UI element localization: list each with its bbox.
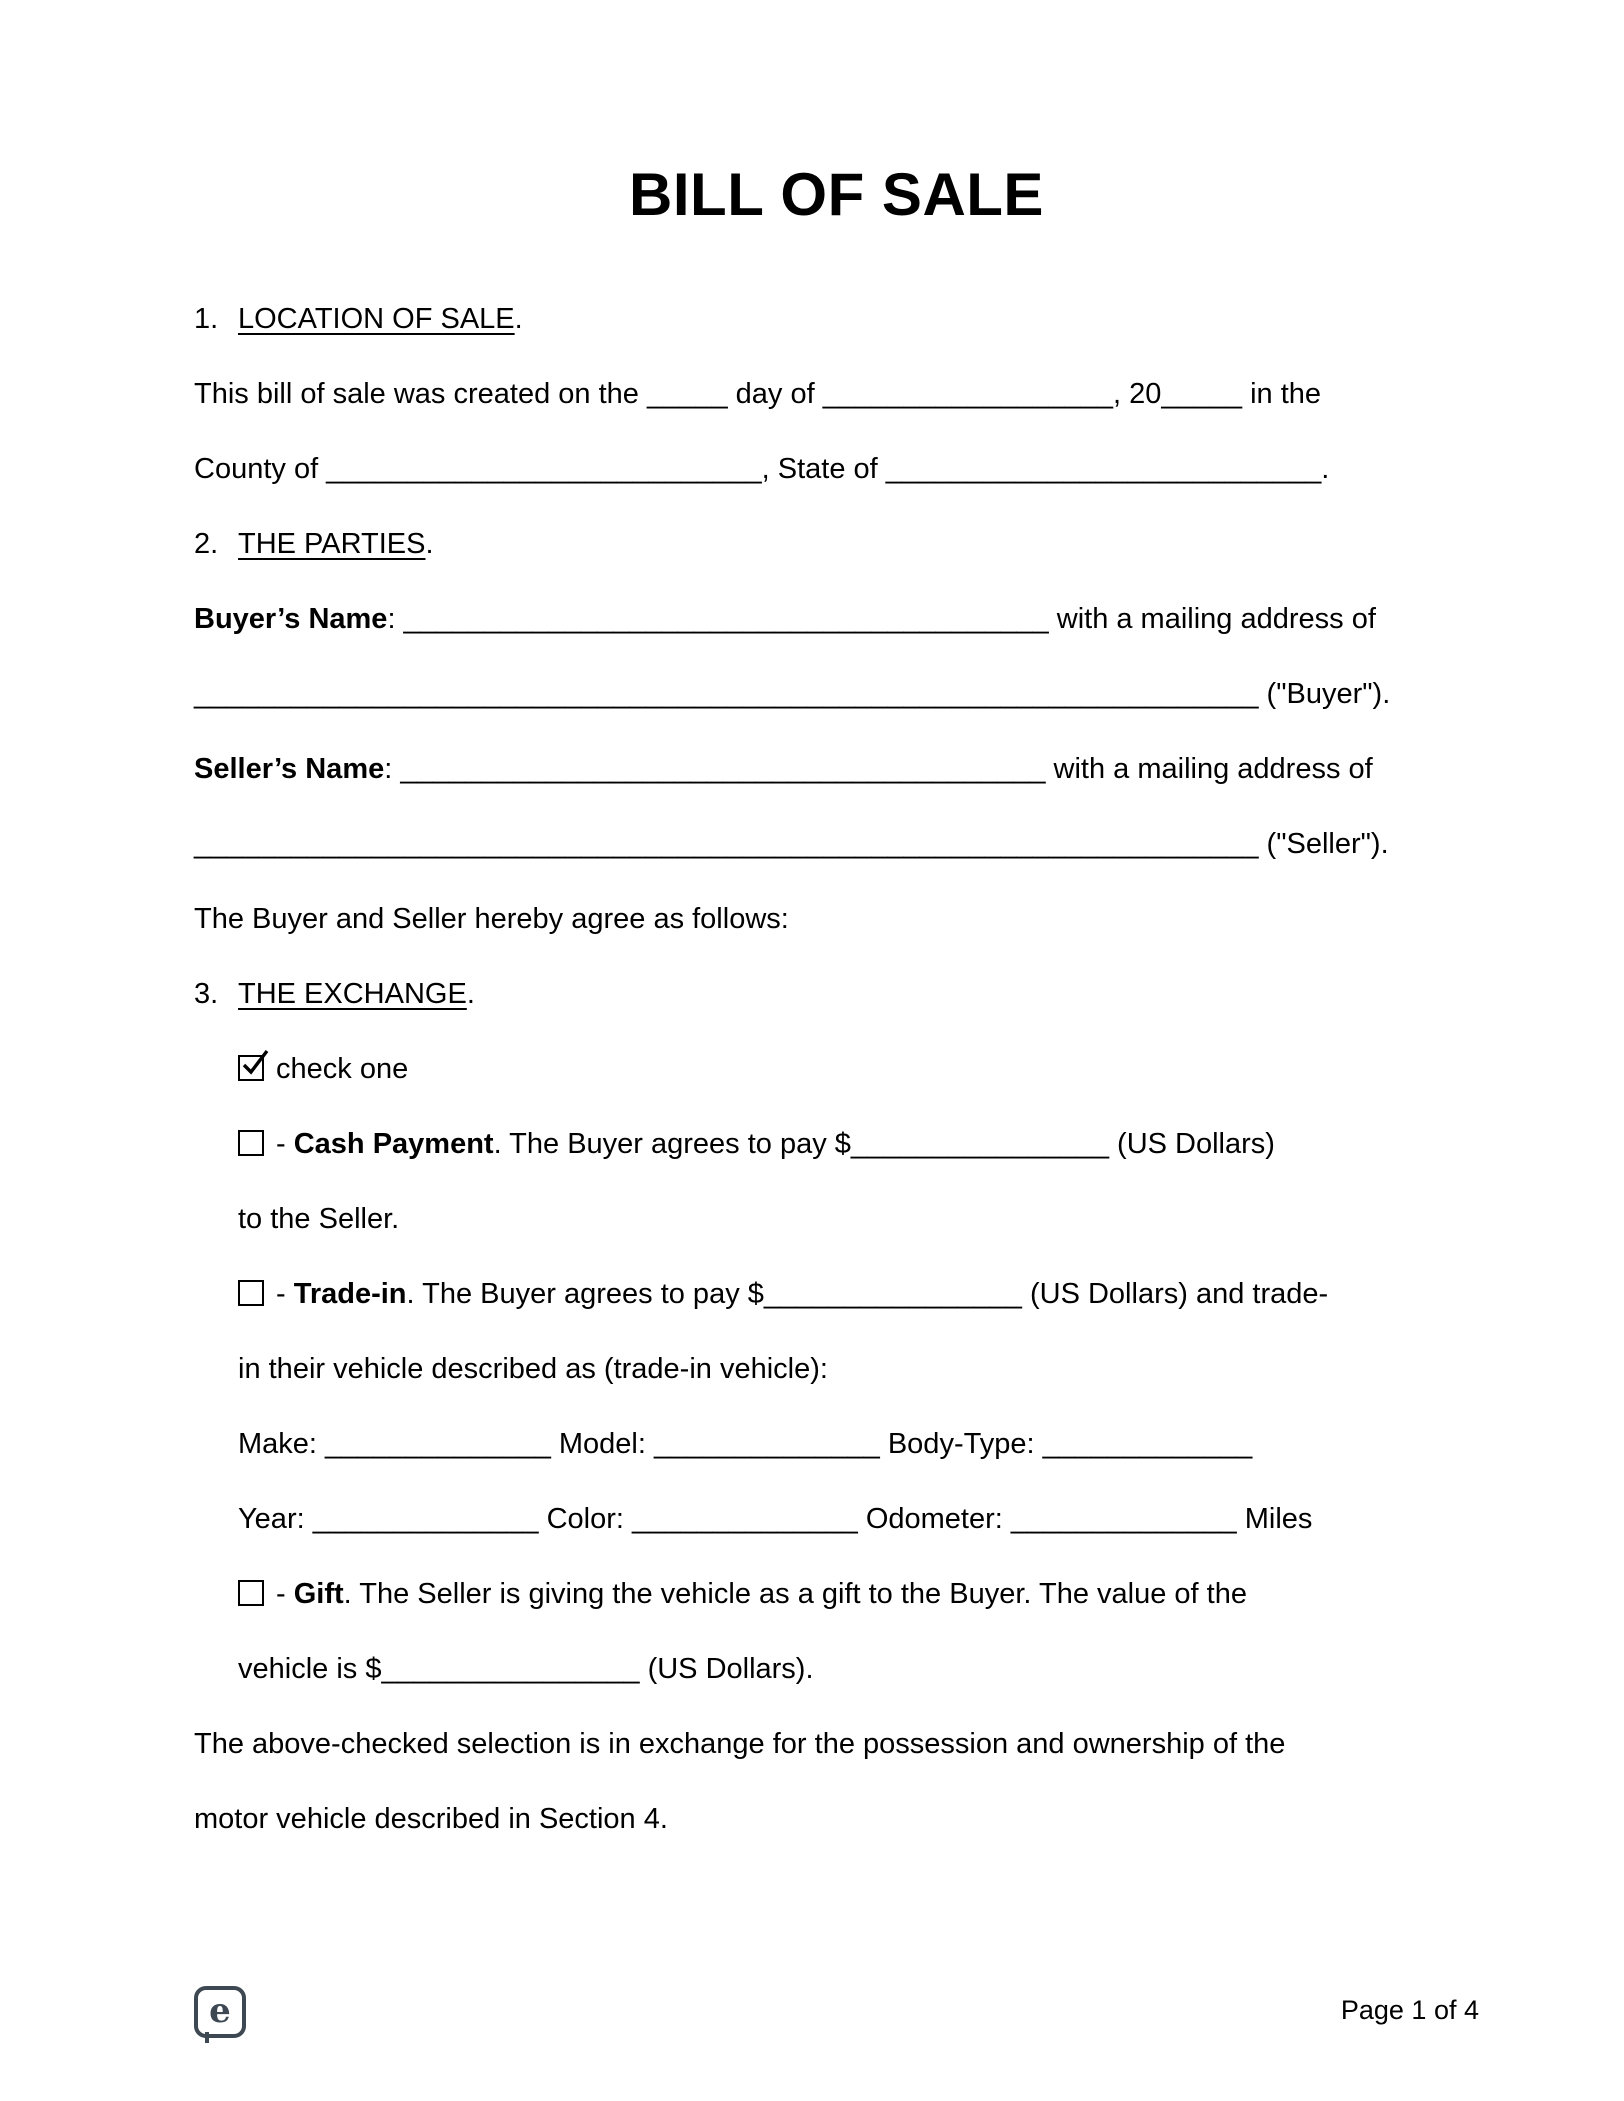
buyer-address-line: __________________________________________________________________ ("Buyer"). [194, 678, 1391, 710]
trade-in-vehicle-line-1: Make: ______________ Model: ______________ Body-Type: _____________ [238, 1428, 1253, 1460]
buyer-name-label: Buyer’s Name [194, 603, 388, 635]
eforms-logo-letter: e [209, 1991, 231, 2031]
section-2-title: THE PARTIES [238, 528, 426, 560]
trade-in-vehicle-line-2: Year: ______________ Color: ______________ Odometer: ______________ Miles [238, 1503, 1313, 1535]
section-1-number: 1. [194, 303, 219, 335]
section-1-title: LOCATION OF SALE [238, 303, 515, 335]
section-3-number: 3. [194, 978, 219, 1010]
section-1-period: . [514, 303, 523, 335]
section-3-heading [194, 957, 1479, 1032]
gift-checkbox-icon[interactable] [238, 1580, 264, 1606]
section-1-heading [194, 282, 1479, 357]
page-number-label: Page 1 of 4 [1340, 1995, 1479, 2025]
seller-address-line: __________________________________________________________________ ("Seller"). [194, 828, 1389, 860]
gift-text: . The Seller is giving the vehicle as a gift to the Buyer. The value of the [343, 1578, 1247, 1610]
closing-line-1: The above-checked selection is in exchange for the possession and ownership of the [194, 1728, 1286, 1760]
location-paragraph-line-2: County of ___________________________, State of ___________________________. [194, 453, 1330, 485]
check-one-line [238, 1032, 1479, 1107]
check-one-label: check one [276, 1053, 409, 1085]
eforms-logo [194, 1986, 246, 2038]
document-title: BILL OF SALE [629, 161, 1044, 228]
buyer-name-blank: : ________________________________________ with a mailing address of [387, 603, 1376, 635]
document-content [194, 0, 1479, 1857]
gift-dash: - [276, 1578, 294, 1610]
trade-in-checkbox-icon[interactable] [238, 1280, 264, 1306]
buyer-name-line [194, 582, 1479, 657]
trade-in-text: . The Buyer agrees to pay $________________ (US Dollars) and trade- [406, 1278, 1329, 1310]
trade-in-dash: - [276, 1278, 294, 1310]
checked-checkbox-icon [238, 1055, 264, 1081]
closing-line-2: motor vehicle described in Section 4. [194, 1803, 668, 1835]
cash-dash: - [276, 1128, 294, 1160]
seller-name-blank: : ________________________________________ with a mailing address of [384, 753, 1373, 785]
gift-option-line [238, 1557, 1479, 1632]
section-2-number: 2. [194, 528, 219, 560]
section-3-period: . [466, 978, 475, 1010]
seller-name-line [194, 732, 1479, 807]
trade-in-label: Trade-in [293, 1278, 407, 1310]
agreement-intro-line: The Buyer and Seller hereby agree as follows: [194, 903, 789, 935]
gift-line-2: vehicle is $________________ (US Dollars). [238, 1653, 814, 1685]
section-2-period: . [425, 528, 434, 560]
location-paragraph-line-1: This bill of sale was created on the _____ day of __________________, 20_____ in the [194, 378, 1322, 410]
cash-payment-label: Cash Payment [293, 1128, 494, 1160]
gift-label: Gift [293, 1578, 344, 1610]
trade-in-line-2: in their vehicle described as (trade-in vehicle): [238, 1353, 828, 1385]
section-3-title: THE EXCHANGE [238, 978, 467, 1010]
trade-in-option-line [238, 1257, 1479, 1332]
seller-name-label: Seller’s Name [194, 753, 385, 785]
section-2-heading [194, 507, 1479, 582]
cash-payment-text: . The Buyer agrees to pay $________________ (US Dollars) [493, 1128, 1275, 1160]
cash-payment-line-2: to the Seller. [238, 1203, 400, 1235]
cash-checkbox-icon[interactable] [238, 1130, 264, 1156]
cash-payment-option-line [238, 1107, 1479, 1182]
